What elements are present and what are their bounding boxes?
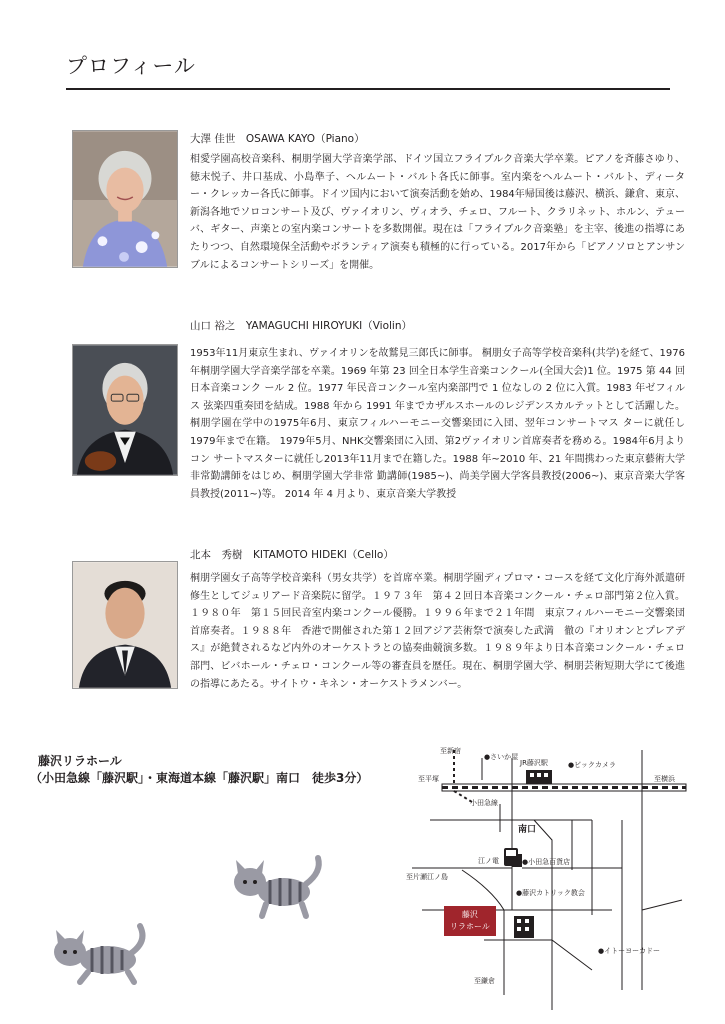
photo-kitamoto — [72, 561, 178, 689]
performer-bio: 桐朋学園女子高等学校音楽科（男女共学）を首席卒業。桐朋学園ディプロマ・コースを経て文化庁海外派遣研修生としてジュリアード音楽院に留学。１９７３年 第４２回日本音楽コンクール・チェロ部門第２位入賞。１９８０年 第１５回民音室内楽コンクール優勝。１９９６年まで２１年間 東京フィルハーモニー交響楽団首席奏者。１９８８年 香港で開催された第１２回アジア芸術祭で演奏した武満 徹の『オリオンとプレアデス』が絶賛されるなど内外のオーケストラとの協奏曲競演多数。１９８９年より日本音楽コンクール・チェロ部門、ビバホール・チェロ・コンクール等の審査員を歴任。現在、桐朋学園大学、桐朋芸術短期大学にて後進の指導にあたる。サイトウ・キネン・オーケストラメンバー。 — [190, 573, 685, 690]
access-map — [392, 740, 692, 1010]
map-ito-yokado: ●イトーヨーカドー — [598, 947, 660, 955]
photo-yamaguchi — [72, 344, 178, 476]
page-title: プロフィール — [66, 54, 196, 78]
map-odakyu-line: 小田急線 — [470, 799, 498, 807]
map-to-kamakura: 至鎌倉 — [474, 977, 495, 985]
cat-illustration — [226, 854, 330, 920]
map-to-yokohama: 至横浜 — [654, 775, 675, 783]
map-south-exit: 南口 — [518, 825, 537, 835]
performer-bio: 相愛学園高校音楽科、桐朋学園大学音楽学部、ドイツ国立フライブルク音楽大学卒業。ピアノを斉藤さゆり、徳末悦子、井口基成、小島準子、ヘルムート・バルト各氏に師事。室内楽をヘルムート・バルト、ディーター・クレッカー各氏に師事。ドイツ国内において演奏活動を始め、1984年帰国後は藤沢、横浜、鎌倉、東京、新潟各地でソロコンサート及び、ヴァイオリン、ヴィオラ、チェロ、フルート、クラリネット、ホルン、テューバ、ギター、声楽との室内楽コンサートを多数開催。現在は「フライブルク音楽塾」を主宰、後進の指導にあたりつつ、自然環境保全活動やボランティア演奏も積極的に行っている。2017年から「ピアノソロとアンサンブルによるコンサートシリーズ」を開催。 — [190, 154, 685, 271]
map-hall-marker: 藤沢 リラホール — [444, 906, 496, 936]
map-saikaya: ●さいか屋 — [484, 753, 519, 761]
map-to-katase: 至片瀬江ノ島 — [406, 873, 448, 881]
performer-name: 大澤 佳世 OSAWA KAYO（Piano） — [190, 133, 365, 145]
performer-name: 北本 秀樹 KITAMOTO HIDEKI（Cello） — [190, 549, 394, 561]
performer-bio: 1953年11月東京生まれ、ヴァイオリンを故鷲見三郎氏に師事。 桐朋女子高等学校音楽科(共学)を経て、1976 年桐朋学園大学音楽学部を卒業。1969 年第 23 回全日本学生音楽コンクール(全国大会)1 位。1975 第 44 回日本音楽コンク ール 2 位。1977 年民音コンクール室内楽部門で 1 位なしの 2 位に入賞。1983 年ゼフィルス 弦楽四重奏団を結成。1988 年から 1991 年までカザルスホールのレジデンスカルテットとして活躍した。 桐朋学園在学中の1975年6月、東京フィルハーモニー交響楽団に入団、翌年コンサートマス ターに就任し1979年まで在籍。 1979年5月、NHK交響楽団に入団、第2ヴァイオリン首席奏者を務める。1984年6月よりコン サートマスターに就任し2013年11月まで在籍した。1988 年~2010 年、21 年間携わった東京藝術大学非常勤講師をはじめ、桐朋学園大学非常 勤講師(1985~)、尚美学園大学客員教授(2006~)、東京音楽大学客員教授(2011~)等。 2014 年 4 月より、東京音楽大学教授 — [190, 348, 685, 500]
map-odakyu-dept: ●小田急百貨店 — [522, 858, 571, 866]
photo-osawa — [72, 130, 178, 268]
map-to-hiratsuka: 至平塚 — [418, 775, 439, 783]
map-jr-station: JR藤沢駅 — [520, 759, 548, 767]
map-to-shinjuku: 至新宿 — [440, 747, 461, 755]
title-rule — [66, 88, 670, 90]
map-church: ●藤沢カトリック教会 — [516, 889, 585, 897]
cat-illustration — [46, 920, 156, 986]
venue-name: 藤沢リラホール — [38, 754, 122, 768]
map-enoden: 江ノ電 — [478, 857, 499, 865]
performer-name: 山口 裕之 YAMAGUCHI HIROYUKI（Violin） — [190, 320, 413, 332]
map-bic-camera: ●ビックカメラ — [568, 761, 616, 769]
venue-access: （小田急線「藤沢駅」・東海道本線「藤沢駅」南口 徒歩3分） — [30, 771, 369, 785]
